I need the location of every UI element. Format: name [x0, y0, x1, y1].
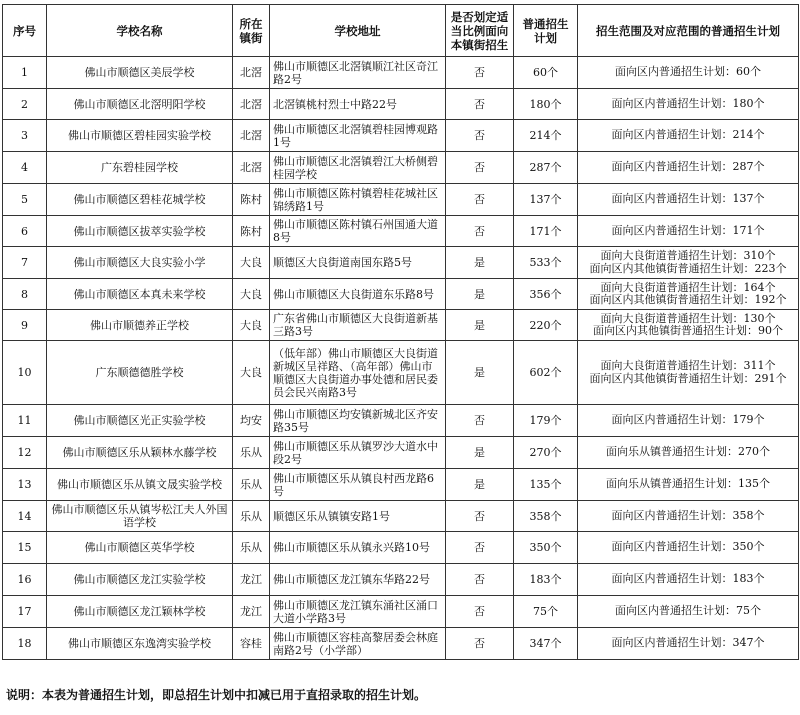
cell-scope [578, 564, 799, 596]
cell-town: 陈村 [233, 184, 270, 216]
cell-scope [578, 89, 799, 120]
cell-no: 3 [3, 120, 47, 152]
cell-local-quota: 否 [446, 596, 514, 628]
cell-no: 6 [3, 216, 47, 247]
scope-line: 面向区内普通招生计划：171个 [611, 223, 765, 237]
cell-school-name: 佛山市顺德区乐从镇岑松江夫人外国语学校 [47, 501, 233, 532]
cell-address: 佛山市顺德区北滘镇碧桂园博观路1号 [270, 120, 446, 152]
header-no: 序号 [3, 5, 47, 57]
cell-address: 佛山市顺德区陈村镇石州国通大道8号 [270, 216, 446, 247]
cell-local-quota: 否 [446, 120, 514, 152]
cell-plan: 270个 [514, 437, 578, 469]
cell-town: 乐从 [233, 501, 270, 532]
cell-local-quota: 是 [446, 310, 514, 341]
cell-local-quota: 是 [446, 341, 514, 405]
scope-line: 面向区内普通招生计划：137个 [611, 192, 765, 206]
cell-town: 容桂 [233, 628, 270, 660]
scope-line: 面向乐从镇普通招生计划：270个 [606, 445, 770, 459]
table-row [3, 247, 799, 279]
cell-town: 乐从 [233, 437, 270, 469]
cell-scope [578, 57, 799, 89]
cell-local-quota: 否 [446, 57, 514, 89]
cell-school-name: 佛山市顺德区大良实验小学 [47, 247, 233, 279]
cell-scope [578, 310, 799, 341]
cell-local-quota: 否 [446, 152, 514, 184]
cell-school-name: 佛山市顺德区本真未来学校 [47, 279, 233, 310]
cell-address: 佛山市顺德区乐从镇永兴路10号 [270, 532, 446, 564]
cell-local-quota: 是 [446, 437, 514, 469]
cell-plan: 60个 [514, 57, 578, 89]
table-row [3, 437, 799, 469]
table-row [3, 152, 799, 184]
cell-town: 北滘 [233, 57, 270, 89]
table-row [3, 532, 799, 564]
cell-no: 12 [3, 437, 47, 469]
cell-school-name: 广东顺德德胜学校 [47, 341, 233, 405]
cell-local-quota: 否 [446, 564, 514, 596]
cell-no: 5 [3, 184, 47, 216]
cell-address: 佛山市顺德区陈村镇碧桂花城社区锦绣路1号 [270, 184, 446, 216]
cell-address: 佛山市顺德区北滘镇顺江社区奇江路2号 [270, 57, 446, 89]
scope-line: 面向区内其他镇街普通招生计划：90个 [593, 324, 783, 337]
scope-line: 面向区内其他镇街普通招生计划：291个 [589, 371, 787, 385]
header-plan: 普通招生计划 [514, 5, 578, 57]
cell-no: 10 [3, 341, 47, 405]
scope-line: 面向区内普通招生计划：179个 [611, 413, 765, 427]
cell-town: 乐从 [233, 469, 270, 501]
cell-school-name: 广东碧桂园学校 [47, 152, 233, 184]
scope-line: 面向区内普通招生计划：347个 [611, 636, 765, 650]
cell-plan: 171个 [514, 216, 578, 247]
scope-line: 面向大良街道普通招生计划：164个 [600, 280, 776, 294]
scope-line: 面向大良街道普通招生计划：310个 [600, 249, 776, 262]
table-row [3, 216, 799, 247]
cell-plan: 135个 [514, 469, 578, 501]
scope-line: 面向区内普通招生计划：287个 [611, 160, 765, 174]
cell-address: 顺德区大良街道南国东路5号 [270, 247, 446, 279]
cell-no: 8 [3, 279, 47, 310]
cell-no: 9 [3, 310, 47, 341]
header-address: 学校地址 [270, 5, 446, 57]
cell-local-quota: 否 [446, 216, 514, 247]
table-row [3, 405, 799, 437]
table-row [3, 89, 799, 120]
cell-town: 大良 [233, 310, 270, 341]
cell-town: 乐从 [233, 532, 270, 564]
scope-line: 面向区内普通招生计划：180个 [611, 96, 765, 110]
cell-address: 广东省佛山市顺德区大良街道新基三路3号 [270, 310, 446, 341]
scope-line: 面向区内其他镇街普通招生计划：223个 [589, 261, 787, 275]
scope-line: 面向大良街道普通招生计划：311个 [600, 359, 776, 372]
header-town: 所在镇街 [233, 5, 270, 57]
cell-school-name: 佛山市顺德区碧桂园实验学校 [47, 120, 233, 152]
cell-local-quota: 否 [446, 89, 514, 120]
cell-plan: 183个 [514, 564, 578, 596]
cell-school-name: 佛山市顺德区乐从颖林水藤学校 [47, 437, 233, 469]
cell-plan: 287个 [514, 152, 578, 184]
cell-no: 14 [3, 501, 47, 532]
cell-school-name: 佛山市顺德区拔萃实验学校 [47, 216, 233, 247]
table-row [3, 564, 799, 596]
table-row [3, 57, 799, 89]
cell-school-name: 佛山市顺德区碧桂花城学校 [47, 184, 233, 216]
cell-town: 大良 [233, 279, 270, 310]
header-school-name: 学校名称 [47, 5, 233, 57]
cell-no: 7 [3, 247, 47, 279]
cell-scope [578, 341, 799, 405]
cell-scope [578, 120, 799, 152]
cell-no: 16 [3, 564, 47, 596]
cell-plan: 220个 [514, 310, 578, 341]
cell-address: 佛山市顺德区北滘镇碧江大桥侧碧桂园学校 [270, 152, 446, 184]
cell-local-quota: 否 [446, 184, 514, 216]
table-row [3, 341, 799, 405]
table-row [3, 310, 799, 341]
cell-local-quota: 是 [446, 279, 514, 310]
cell-address: 北滘镇桃村烈士中路22号 [270, 89, 446, 120]
cell-town: 北滘 [233, 152, 270, 184]
cell-plan: 180个 [514, 89, 578, 120]
cell-plan: 602个 [514, 341, 578, 405]
table-note: 说明：本表为普通招生计划，即总招生计划中扣减已用于直招录取的招生计划。 [6, 688, 427, 702]
cell-local-quota: 是 [446, 247, 514, 279]
scope-line: 面向区内普通招生计划：75个 [615, 604, 761, 618]
cell-town: 陈村 [233, 216, 270, 247]
cell-scope [578, 469, 799, 501]
scope-line: 面向区内普通招生计划：350个 [611, 540, 765, 554]
cell-scope [578, 437, 799, 469]
cell-school-name: 佛山市顺德区北滘明阳学校 [47, 89, 233, 120]
cell-town: 北滘 [233, 120, 270, 152]
cell-no: 18 [3, 628, 47, 660]
cell-town: 均安 [233, 405, 270, 437]
table-row [3, 469, 799, 501]
cell-no: 1 [3, 57, 47, 89]
cell-address: 佛山市顺德区乐从镇良村西龙路6号 [270, 469, 446, 501]
cell-no: 13 [3, 469, 47, 501]
cell-address: 顺德区乐从镇镇安路1号 [270, 501, 446, 532]
cell-local-quota: 是 [446, 469, 514, 501]
cell-scope [578, 501, 799, 532]
cell-address: 佛山市顺德区乐从镇罗沙大道水中段2号 [270, 437, 446, 469]
cell-scope [578, 405, 799, 437]
cell-school-name: 佛山市顺德区美辰学校 [47, 57, 233, 89]
scope-line: 面向区内其他镇街普通招生计划：192个 [589, 293, 787, 306]
cell-plan: 356个 [514, 279, 578, 310]
cell-address: 佛山市顺德区均安镇新城北区齐安路35号 [270, 405, 446, 437]
cell-scope [578, 216, 799, 247]
cell-plan: 137个 [514, 184, 578, 216]
cell-no: 2 [3, 89, 47, 120]
cell-town: 大良 [233, 341, 270, 405]
header-local-quota: 是否划定适当比例面向本镇街招生 [446, 5, 514, 57]
table-row [3, 279, 799, 310]
header-scope: 招生范围及对应范围的普通招生计划 [578, 5, 799, 57]
cell-school-name: 佛山市顺德区乐从镇文晟实验学校 [47, 469, 233, 501]
cell-school-name: 佛山市顺德区龙江实验学校 [47, 564, 233, 596]
cell-plan: 214个 [514, 120, 578, 152]
scope-line: 面向大良街道普通招生计划：130个 [600, 311, 776, 325]
scope-line: 面向区内普通招生计划：214个 [611, 128, 765, 142]
cell-address: 佛山市顺德区大良街道东乐路8号 [270, 279, 446, 310]
cell-scope [578, 184, 799, 216]
cell-address: 佛山市顺德区龙江镇东华路22号 [270, 564, 446, 596]
table-row [3, 184, 799, 216]
cell-scope [578, 152, 799, 184]
table-row [3, 120, 799, 152]
cell-local-quota: 否 [446, 501, 514, 532]
cell-school-name: 佛山市顺德区东逸湾实验学校 [47, 628, 233, 660]
cell-town: 北滘 [233, 89, 270, 120]
cell-local-quota: 否 [446, 628, 514, 660]
scope-line: 面向乐从镇普通招生计划：135个 [606, 477, 770, 491]
cell-scope [578, 247, 799, 279]
cell-town: 大良 [233, 247, 270, 279]
cell-address: 佛山市顺德区龙江镇东涌社区涌口大道小学路3号 [270, 596, 446, 628]
cell-plan: 75个 [514, 596, 578, 628]
cell-no: 4 [3, 152, 47, 184]
cell-scope [578, 279, 799, 310]
cell-town: 龙江 [233, 564, 270, 596]
table-body [3, 57, 799, 660]
scope-line: 面向区内普通招生计划：183个 [611, 572, 765, 586]
cell-town: 龙江 [233, 596, 270, 628]
scope-line: 面向区内普通招生计划：60个 [615, 65, 761, 79]
cell-scope [578, 628, 799, 660]
cell-school-name: 佛山市顺德养正学校 [47, 310, 233, 341]
cell-local-quota: 否 [446, 405, 514, 437]
table-header-row [3, 5, 799, 57]
cell-plan: 533个 [514, 247, 578, 279]
scope-line: 面向区内普通招生计划：358个 [611, 508, 765, 522]
cell-address: （低年部）佛山市顺德区大良街道新城区呈祥路、（高年部）佛山市顺德区大良街道办事处德和居民委员会民兴南路3号 [270, 341, 446, 405]
table-row [3, 628, 799, 660]
cell-plan: 347个 [514, 628, 578, 660]
cell-school-name: 佛山市顺德区龙江颖林学校 [47, 596, 233, 628]
cell-plan: 358个 [514, 501, 578, 532]
cell-plan: 350个 [514, 532, 578, 564]
cell-no: 15 [3, 532, 47, 564]
table-row [3, 596, 799, 628]
cell-plan: 179个 [514, 405, 578, 437]
enrollment-plan-table [2, 4, 799, 660]
cell-scope [578, 532, 799, 564]
cell-school-name: 佛山市顺德区英华学校 [47, 532, 233, 564]
cell-no: 17 [3, 596, 47, 628]
cell-local-quota: 否 [446, 532, 514, 564]
cell-address: 佛山市顺德区容桂高黎居委会林庭南路2号（小学部） [270, 628, 446, 660]
cell-scope [578, 596, 799, 628]
cell-no: 11 [3, 405, 47, 437]
table-row [3, 501, 799, 532]
cell-school-name: 佛山市顺德区光正实验学校 [47, 405, 233, 437]
